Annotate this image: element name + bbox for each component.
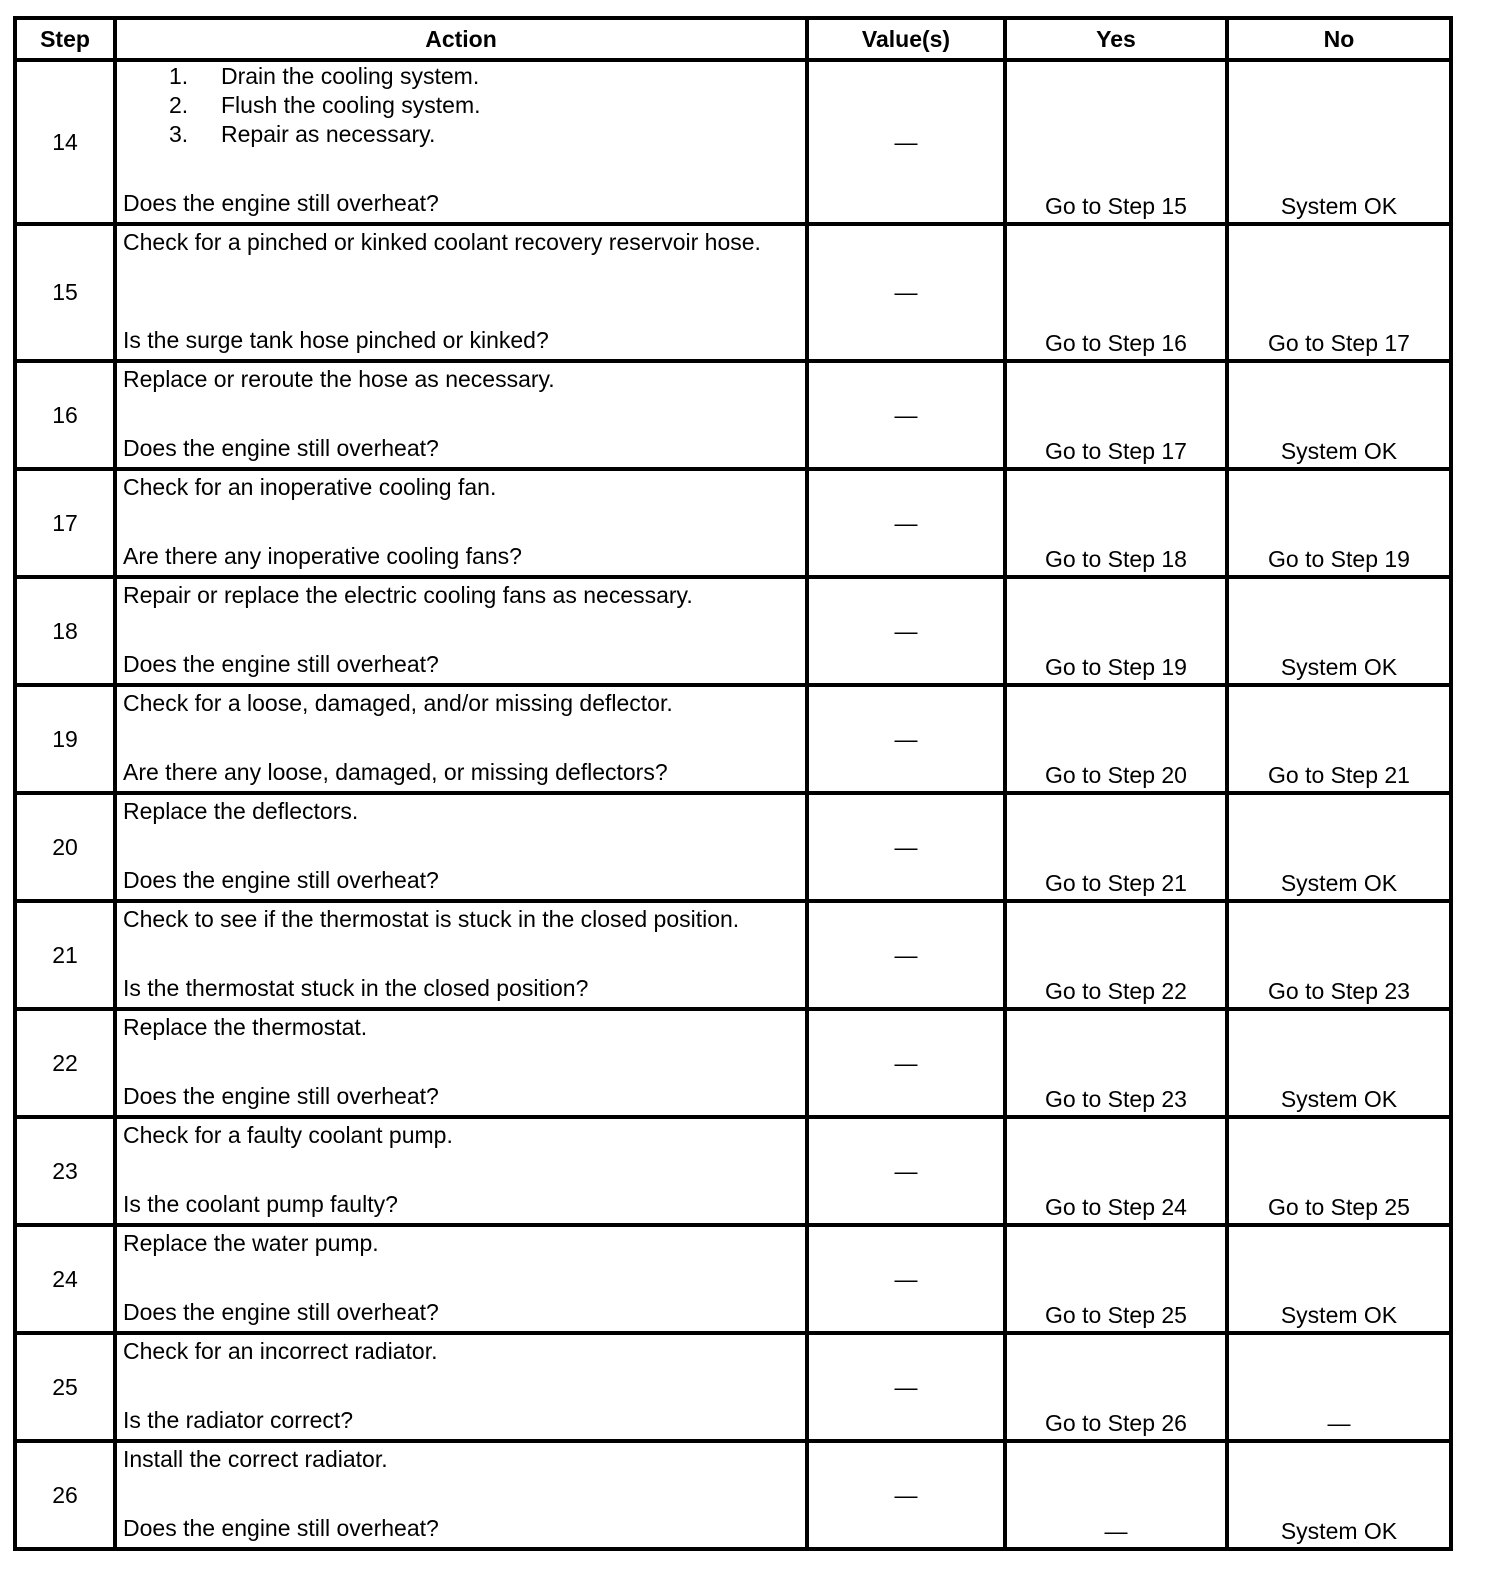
yes-cell: Go to Step 15 [1005, 60, 1227, 224]
value-cell: — [807, 60, 1005, 224]
action-text: Check for an incorrect radiator. [123, 1338, 438, 1364]
action-text: Replace the deflectors. [123, 798, 359, 824]
no-cell: System OK [1227, 1441, 1451, 1549]
step-number: 25 [15, 1333, 115, 1441]
value-cell: — [807, 224, 1005, 361]
action-cell [115, 1441, 807, 1549]
header-row [15, 18, 1451, 60]
no-cell: System OK [1227, 577, 1451, 685]
value-cell: — [807, 469, 1005, 577]
action-cell [115, 685, 807, 793]
action-text: Check to see if the thermostat is stuck in the closed position. [123, 906, 740, 932]
action-cell [115, 901, 807, 1009]
no-cell: System OK [1227, 361, 1451, 469]
yes-cell: Go to Step 19 [1005, 577, 1227, 685]
list-item: 2. Flush the cooling system. [169, 92, 481, 118]
yes-cell: Go to Step 22 [1005, 901, 1227, 1009]
list-item: 3. Repair as necessary. [169, 121, 436, 147]
table-row [15, 224, 1451, 361]
value-cell: — [807, 1225, 1005, 1333]
action-cell [115, 793, 807, 901]
action-cell [115, 1009, 807, 1117]
value-cell: — [807, 361, 1005, 469]
action-text: Repair or replace the electric cooling fans as necessary. [123, 582, 693, 608]
action-cell [115, 469, 807, 577]
action-cell [115, 577, 807, 685]
step-number: 18 [15, 577, 115, 685]
step-number: 19 [15, 685, 115, 793]
step-number: 22 [15, 1009, 115, 1117]
table-row [15, 901, 1451, 1009]
table-row [15, 1225, 1451, 1333]
action-question: Does the engine still overheat? [123, 867, 439, 893]
step-number: 15 [15, 224, 115, 361]
value-cell: — [807, 1441, 1005, 1549]
no-cell: Go to Step 19 [1227, 469, 1451, 577]
action-cell [115, 60, 807, 224]
yes-cell: Go to Step 25 [1005, 1225, 1227, 1333]
action-question: Is the radiator correct? [123, 1407, 354, 1433]
action-cell [115, 361, 807, 469]
list-item: 1. Drain the cooling system. [169, 63, 480, 89]
action-question: Does the engine still overheat? [123, 651, 439, 677]
action-cell [115, 1117, 807, 1225]
action-text: Replace or reroute the hose as necessary. [123, 366, 555, 392]
step-number: 21 [15, 901, 115, 1009]
no-cell: Go to Step 23 [1227, 901, 1451, 1009]
action-text: Replace the water pump. [123, 1230, 379, 1256]
action-cell [115, 1333, 807, 1441]
header-action: Action [115, 18, 807, 60]
yes-cell: Go to Step 18 [1005, 469, 1227, 577]
action-question: Is the thermostat stuck in the closed position? [123, 975, 589, 1001]
no-cell: Go to Step 25 [1227, 1117, 1451, 1225]
action-text: Install the correct radiator. [123, 1446, 388, 1472]
no-cell: Go to Step 21 [1227, 685, 1451, 793]
step-number: 17 [15, 469, 115, 577]
table-row [15, 469, 1451, 577]
action-question: Are there any inoperative cooling fans? [123, 543, 522, 569]
header-step: Step [15, 18, 115, 60]
table-row [15, 685, 1451, 793]
no-cell: Go to Step 17 [1227, 224, 1451, 361]
table-row [15, 1333, 1451, 1441]
action-steps-list [123, 62, 799, 149]
yes-cell: Go to Step 17 [1005, 361, 1227, 469]
step-number: 24 [15, 1225, 115, 1333]
step-number: 23 [15, 1117, 115, 1225]
action-text: Check for a loose, damaged, and/or missing deflector. [123, 690, 673, 716]
action-question: Does the engine still overheat? [123, 1083, 439, 1109]
action-cell [115, 1225, 807, 1333]
step-number: 14 [15, 60, 115, 224]
table-row [15, 1009, 1451, 1117]
action-text: Check for a pinched or kinked coolant recovery reservoir hose. [123, 229, 761, 255]
table-row [15, 1117, 1451, 1225]
action-question: Does the engine still overheat? [123, 435, 439, 461]
yes-cell: Go to Step 21 [1005, 793, 1227, 901]
header-value: Value(s) [807, 18, 1005, 60]
value-cell: — [807, 901, 1005, 1009]
value-cell: — [807, 577, 1005, 685]
value-cell: — [807, 1333, 1005, 1441]
action-question: Is the coolant pump faulty? [123, 1191, 398, 1217]
step-number: 16 [15, 361, 115, 469]
table-row [15, 361, 1451, 469]
step-number: 26 [15, 1441, 115, 1549]
value-cell: — [807, 1117, 1005, 1225]
table-row [15, 1441, 1451, 1549]
value-cell: — [807, 1009, 1005, 1117]
action-cell [115, 224, 807, 361]
yes-cell: Go to Step 26 [1005, 1333, 1227, 1441]
yes-cell: Go to Step 16 [1005, 224, 1227, 361]
table-row [15, 793, 1451, 901]
step-number: 20 [15, 793, 115, 901]
no-cell: — [1227, 1333, 1451, 1441]
action-text: Check for an inoperative cooling fan. [123, 474, 497, 500]
action-question: Does the engine still overheat? [123, 1299, 439, 1325]
no-cell: System OK [1227, 793, 1451, 901]
value-cell: — [807, 685, 1005, 793]
action-text: Check for a faulty coolant pump. [123, 1122, 453, 1148]
no-cell: System OK [1227, 1009, 1451, 1117]
yes-cell: — [1005, 1441, 1227, 1549]
table-row [15, 577, 1451, 685]
table-row [15, 60, 1451, 224]
action-question: Does the engine still overheat? [123, 190, 439, 216]
action-text: Replace the thermostat. [123, 1014, 368, 1040]
action-question: Does the engine still overheat? [123, 1515, 439, 1541]
header-yes: Yes [1005, 18, 1227, 60]
diagnostic-table [13, 16, 1453, 1551]
action-question: Are there any loose, damaged, or missing deflectors? [123, 759, 668, 785]
header-no: No [1227, 18, 1451, 60]
value-cell: — [807, 793, 1005, 901]
no-cell: System OK [1227, 1225, 1451, 1333]
action-question: Is the surge tank hose pinched or kinked? [123, 327, 549, 353]
yes-cell: Go to Step 24 [1005, 1117, 1227, 1225]
no-cell: System OK [1227, 60, 1451, 224]
yes-cell: Go to Step 23 [1005, 1009, 1227, 1117]
yes-cell: Go to Step 20 [1005, 685, 1227, 793]
